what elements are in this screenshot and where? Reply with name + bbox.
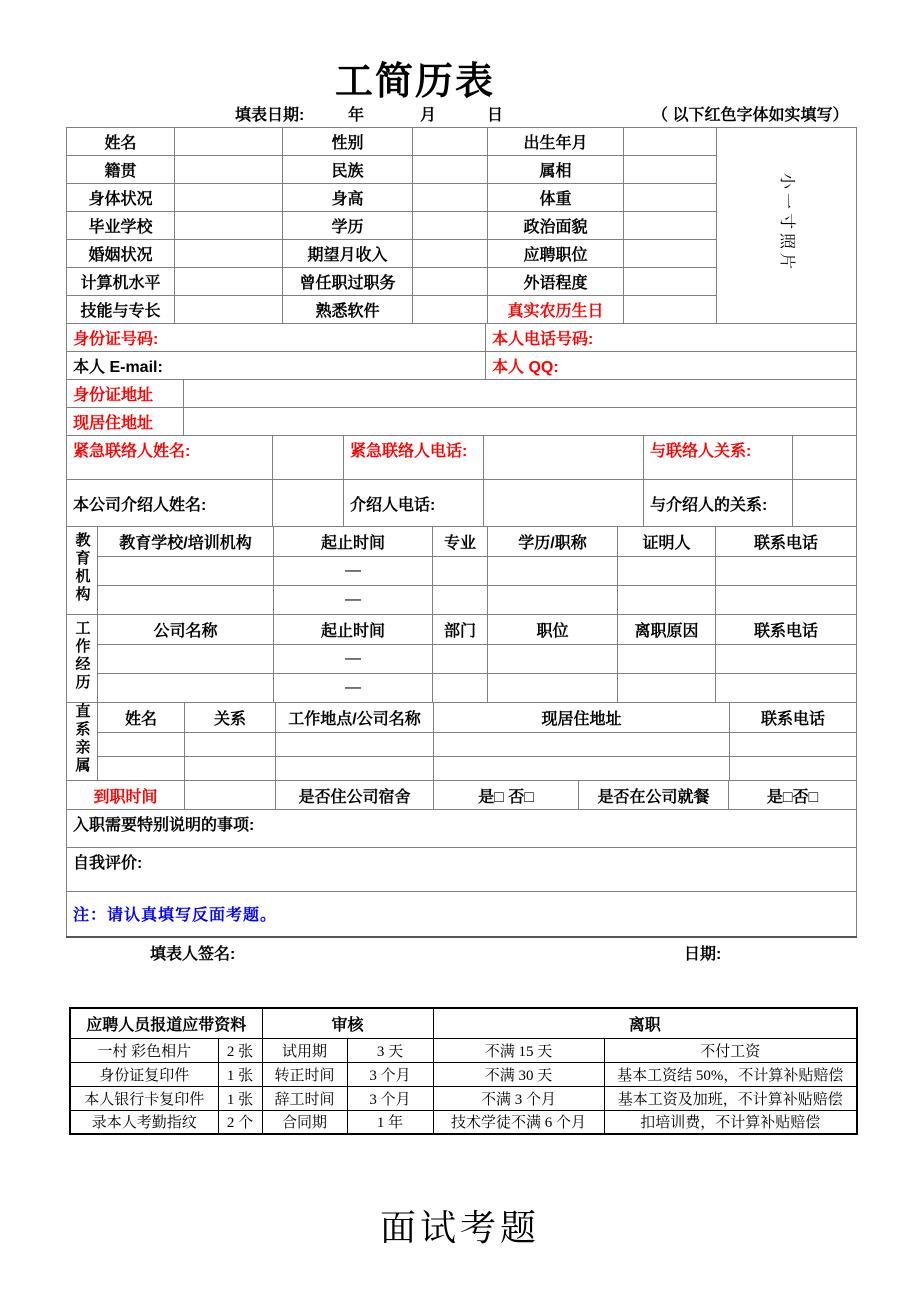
input-cell-health[interactable]	[175, 184, 283, 212]
field-label-marital: 婚姻状况	[67, 240, 175, 268]
work-header-department: 部门	[433, 615, 488, 645]
table-row	[67, 757, 857, 781]
work-header-period: 起止时间	[274, 615, 433, 645]
input-cell-family-relation[interactable]	[185, 757, 276, 781]
edu-period-dash[interactable]: —	[274, 586, 433, 615]
family-table	[66, 702, 857, 781]
input-cell-work-position[interactable]	[488, 645, 618, 674]
signature-line	[0, 941, 920, 963]
policy-header-review: 审核	[262, 1008, 433, 1038]
policy-cell: 不满 15 天	[433, 1038, 604, 1062]
input-cell-edu-degree[interactable]	[488, 557, 618, 586]
table-row	[67, 408, 857, 436]
field-label-phone[interactable]: 本人电话号码:	[486, 324, 857, 352]
input-cell-expected-salary[interactable]	[413, 240, 488, 268]
input-cell-degree[interactable]	[413, 212, 488, 240]
field-label-qq[interactable]: 本人 QQ:	[486, 352, 857, 380]
input-cell-work-phone[interactable]	[716, 645, 857, 674]
edu-header-reference: 证明人	[618, 527, 716, 557]
date-label: 填表日期:	[235, 107, 305, 124]
section-label-work	[67, 615, 98, 703]
policy-cell: 基本工资及加班，不计算补贴赔偿	[604, 1086, 857, 1110]
policy-cell: 2 个	[218, 1110, 262, 1134]
field-label-birth: 出生年月	[488, 128, 624, 156]
input-cell-edu-school[interactable]	[98, 557, 274, 586]
family-header-relation: 关系	[185, 703, 276, 733]
table-row	[67, 645, 857, 674]
field-label-self-evaluation[interactable]: 自我评价:	[67, 848, 857, 892]
policy-header-materials: 应聘人员报道应带资料	[70, 1008, 262, 1038]
policy-cell: 3 个月	[347, 1062, 433, 1086]
input-cell-work-position[interactable]	[488, 674, 618, 703]
input-cell-native-place[interactable]	[175, 156, 283, 184]
input-cell-school[interactable]	[175, 212, 283, 240]
policy-cell: 不付工资	[604, 1038, 857, 1062]
work-vertical-label: 工作经历	[73, 620, 91, 692]
photo-label: 小一寸照片	[778, 172, 796, 273]
input-cell-edu-degree[interactable]	[488, 586, 618, 615]
family-header-phone: 联系电话	[730, 703, 857, 733]
interview-questions-title: 面试考题	[379, 1208, 540, 1248]
input-cell-lunar-birthday[interactable]	[624, 296, 717, 324]
field-label-computer: 计算机水平	[67, 268, 175, 296]
self-evaluation-table	[66, 847, 857, 892]
policy-header-resignation: 离职	[433, 1008, 857, 1038]
field-label-zodiac: 属相	[488, 156, 624, 184]
photo-placeholder[interactable]	[717, 128, 857, 324]
date-month-label: 月	[420, 107, 437, 124]
input-cell-position[interactable]	[624, 240, 717, 268]
input-cell-family-phone[interactable]	[730, 757, 857, 781]
field-label-dorm-question: 是否住公司宿舍	[276, 781, 434, 810]
table-row	[67, 892, 857, 937]
contact-table	[66, 323, 857, 380]
table-row	[67, 810, 857, 848]
table-row	[67, 781, 857, 810]
input-cell-work-department[interactable]	[433, 645, 488, 674]
field-label-lunar-birthday: 真实农历生日	[488, 296, 624, 324]
input-cell-computer[interactable]	[175, 268, 283, 296]
field-label-id-address: 身份证地址	[67, 380, 184, 408]
input-cell-edu-reference[interactable]	[618, 586, 716, 615]
dorm-yes-no-checkboxes[interactable]: 是□ 否□	[434, 781, 579, 810]
edu-header-phone: 联系电话	[716, 527, 857, 557]
field-label-height: 身高	[283, 184, 413, 212]
policy-cell: 扣培训费，不计算补贴赔偿	[604, 1110, 857, 1134]
family-header-address: 现居住地址	[434, 703, 730, 733]
field-label-health: 身体状况	[67, 184, 175, 212]
work-table	[66, 614, 857, 703]
input-cell-edu-phone[interactable]	[716, 586, 857, 615]
work-header-position: 职位	[488, 615, 618, 645]
input-cell-work-leave-reason[interactable]	[618, 645, 716, 674]
input-cell-work-phone[interactable]	[716, 674, 857, 703]
input-cell-ethnicity[interactable]	[413, 156, 488, 184]
input-cell-family-address[interactable]	[434, 733, 730, 757]
input-cell-family-phone[interactable]	[730, 733, 857, 757]
input-cell-zodiac[interactable]	[624, 156, 717, 184]
field-label-school: 毕业学校	[67, 212, 175, 240]
work-header-company: 公司名称	[98, 615, 274, 645]
policy-cell: 本人银行卡复印件	[70, 1086, 218, 1110]
resume-form	[66, 128, 858, 938]
table-row	[67, 615, 857, 645]
table-row	[70, 1110, 857, 1134]
table-row	[70, 1062, 857, 1086]
date-day-label: 日	[487, 107, 504, 124]
input-cell-height[interactable]	[413, 184, 488, 212]
family-vertical-label: 直系亲属	[73, 703, 91, 775]
table-row	[67, 380, 857, 408]
field-label-start-date: 到职时间	[67, 781, 185, 810]
input-cell-gender[interactable]	[413, 128, 488, 156]
edu-period-dash[interactable]: —	[274, 557, 433, 586]
input-cell-edu-reference[interactable]	[618, 557, 716, 586]
field-label-introducer-relation: 与介绍人的关系:	[644, 480, 793, 527]
input-cell-family-workplace[interactable]	[276, 733, 434, 757]
input-cell-introducer-relation[interactable]	[793, 480, 857, 527]
input-cell-work-leave-reason[interactable]	[618, 674, 716, 703]
field-label-past-duty: 曾任职过职务	[283, 268, 413, 296]
input-cell-foreign-lang[interactable]	[624, 268, 717, 296]
policy-cell: 不满 30 天	[433, 1062, 604, 1086]
basic-info-table	[66, 127, 857, 324]
input-cell-work-department[interactable]	[433, 674, 488, 703]
field-label-weight: 体重	[488, 184, 624, 212]
policy-cell: 基本工资结 50%，不计算补贴赔偿	[604, 1062, 857, 1086]
input-cell-work-company[interactable]	[98, 674, 274, 703]
work-period-dash[interactable]: —	[274, 645, 433, 674]
input-cell-edu-phone[interactable]	[716, 557, 857, 586]
field-label-special-notes[interactable]: 入职需要特别说明的事项:	[67, 810, 857, 848]
table-row	[67, 586, 857, 615]
table-row	[67, 527, 857, 557]
table-row	[67, 324, 857, 352]
field-label-gender: 性别	[283, 128, 413, 156]
policy-cell: 录本人考勤指纹	[70, 1110, 218, 1134]
field-label-native-place: 籍贯	[67, 156, 175, 184]
page-title: 工简历表	[334, 61, 495, 103]
reverse-side-note: 注：请认真填写反面考题。	[67, 892, 857, 937]
introducer-table	[66, 479, 857, 527]
policy-cell: 3 天	[347, 1038, 433, 1062]
policy-cell: 合同期	[262, 1110, 347, 1134]
policy-cell: 转正时间	[262, 1062, 347, 1086]
meal-yes-no-checkboxes[interactable]: 是□否□	[729, 781, 857, 810]
field-label-emergency-relation: 与联络人关系:	[644, 436, 793, 480]
table-row	[67, 557, 857, 586]
sign-date-label[interactable]: 日期:	[684, 946, 722, 963]
table-row	[67, 733, 857, 757]
input-cell-weight[interactable]	[624, 184, 717, 212]
field-label-introducer-phone: 介绍人电话:	[344, 480, 484, 527]
education-vertical-label: 教育机构	[73, 532, 91, 604]
input-cell-family-name[interactable]	[98, 757, 185, 781]
policy-cell: 辞工时间	[262, 1086, 347, 1110]
table-row	[67, 848, 857, 892]
table-row	[70, 1008, 857, 1038]
input-cell-start-date[interactable]	[185, 781, 276, 810]
input-cell-introducer-name[interactable]	[273, 480, 344, 527]
family-header-name: 姓名	[98, 703, 185, 733]
table-row	[67, 436, 857, 480]
table-row	[67, 128, 857, 156]
policy-cell: 试用期	[262, 1038, 347, 1062]
field-label-political: 政治面貌	[488, 212, 624, 240]
blue-note-table	[66, 891, 857, 938]
input-cell-introducer-phone[interactable]	[484, 480, 644, 527]
edu-header-major: 专业	[433, 527, 488, 557]
onboard-table	[66, 780, 857, 810]
section-label-education	[67, 527, 98, 615]
field-label-introducer-name: 本公司介绍人姓名:	[67, 480, 273, 527]
field-label-position: 应聘职位	[488, 240, 624, 268]
field-label-software: 熟悉软件	[283, 296, 413, 324]
red-font-note: （ 以下红色字体如实填写）	[652, 107, 849, 124]
input-cell-family-workplace[interactable]	[276, 757, 434, 781]
work-header-phone: 联系电话	[716, 615, 857, 645]
input-cell-emergency-relation[interactable]	[793, 436, 857, 480]
input-cell-family-address[interactable]	[434, 757, 730, 781]
input-cell-skills[interactable]	[175, 296, 283, 324]
table-row	[67, 703, 857, 733]
policy-cell: 1 张	[218, 1086, 262, 1110]
field-label-email[interactable]: 本人 E-mail:	[67, 352, 486, 380]
input-cell-family-name[interactable]	[98, 733, 185, 757]
policy-table	[69, 1007, 858, 1135]
input-cell-software[interactable]	[413, 296, 488, 324]
emergency-contact-table	[66, 435, 857, 480]
field-label-meal-question: 是否在公司就餐	[579, 781, 729, 810]
family-header-workplace: 工作地点/公司名称	[276, 703, 434, 733]
field-label-id-number[interactable]: 身份证号码:	[67, 324, 486, 352]
education-table	[66, 526, 857, 615]
field-label-name: 姓名	[67, 128, 175, 156]
table-row	[67, 674, 857, 703]
field-label-foreign-lang: 外语程度	[488, 268, 624, 296]
policy-cell: 身份证复印件	[70, 1062, 218, 1086]
input-cell-work-company[interactable]	[98, 645, 274, 674]
edu-header-period: 起止时间	[274, 527, 433, 557]
edu-header-school: 教育学校/培训机构	[98, 527, 274, 557]
edu-header-degree: 学历/职称	[488, 527, 618, 557]
input-cell-emergency-name[interactable]	[273, 436, 344, 480]
field-label-emergency-name: 紧急联络人姓名:	[67, 436, 273, 480]
work-header-leave-reason: 离职原因	[618, 615, 716, 645]
section-label-family	[67, 703, 98, 781]
input-cell-political[interactable]	[624, 212, 717, 240]
input-cell-id-address[interactable]	[184, 380, 857, 408]
input-cell-birth[interactable]	[624, 128, 717, 156]
special-notes-table	[66, 809, 857, 848]
field-label-degree: 学历	[283, 212, 413, 240]
field-label-emergency-phone: 紧急联络人电话:	[344, 436, 484, 480]
policy-cell: 1 张	[218, 1062, 262, 1086]
work-period-dash[interactable]: —	[274, 674, 433, 703]
address-table	[66, 379, 857, 436]
input-cell-edu-major[interactable]	[433, 557, 488, 586]
input-cell-emergency-phone[interactable]	[484, 436, 644, 480]
table-row	[70, 1086, 857, 1110]
field-label-skills: 技能与专长	[67, 296, 175, 324]
date-year-label: 年	[348, 107, 365, 124]
input-cell-name[interactable]	[175, 128, 283, 156]
input-cell-marital[interactable]	[175, 240, 283, 268]
date-line	[0, 102, 920, 124]
field-label-current-address: 现居住地址	[67, 408, 184, 436]
field-label-expected-salary: 期望月收入	[283, 240, 413, 268]
table-row	[67, 480, 857, 527]
policy-cell: 技术学徒不满 6 个月	[433, 1110, 604, 1134]
input-cell-family-relation[interactable]	[185, 733, 276, 757]
table-row	[67, 352, 857, 380]
input-cell-past-duty[interactable]	[413, 268, 488, 296]
field-label-ethnicity: 民族	[283, 156, 413, 184]
policy-cell: 1 年	[347, 1110, 433, 1134]
input-cell-edu-school[interactable]	[98, 586, 274, 615]
input-cell-current-address[interactable]	[184, 408, 857, 436]
policy-cell: 一村 彩色相片	[70, 1038, 218, 1062]
table-row	[70, 1038, 857, 1062]
policy-cell: 不满 3 个月	[433, 1086, 604, 1110]
input-cell-edu-major[interactable]	[433, 586, 488, 615]
policy-table-wrap	[69, 1007, 858, 1135]
policy-cell: 2 张	[218, 1038, 262, 1062]
signer-label[interactable]: 填表人签名:	[150, 946, 236, 963]
policy-cell: 3 个月	[347, 1086, 433, 1110]
